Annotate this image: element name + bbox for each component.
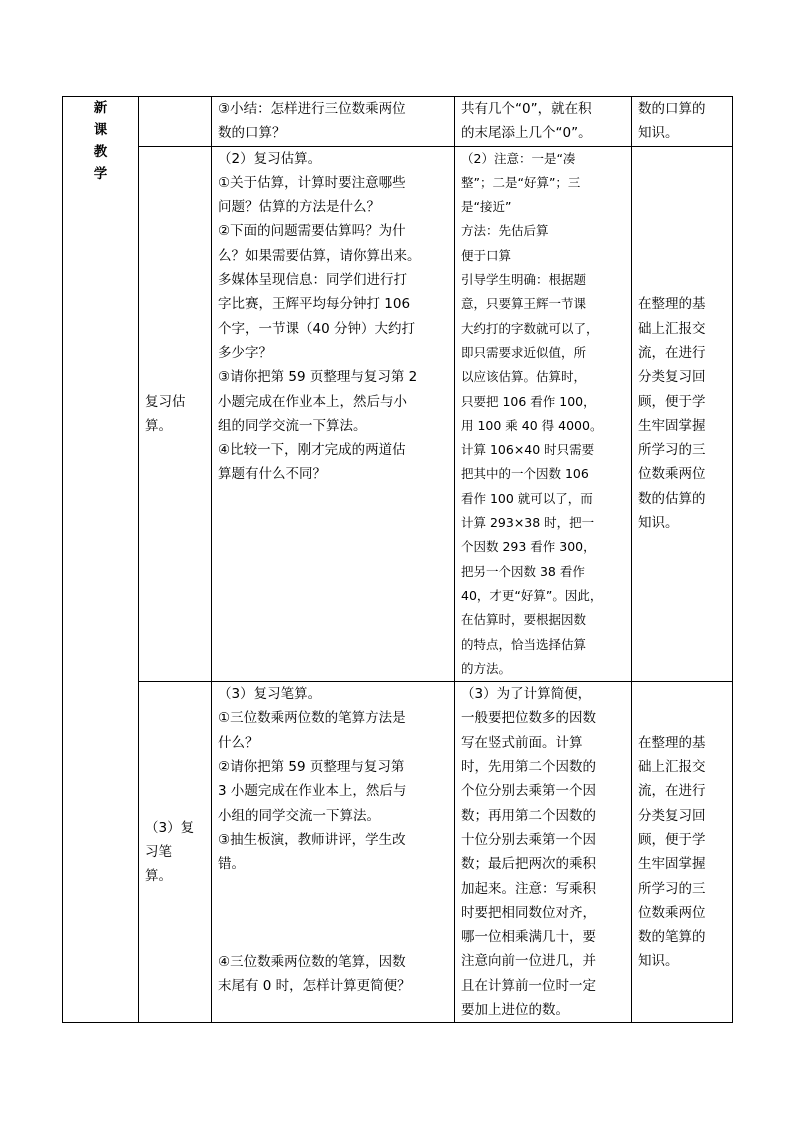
activity-line: 末尾有 0 时，怎样计算更简便？ bbox=[218, 977, 411, 994]
student-line: （3）为了计算简便， bbox=[461, 686, 592, 703]
student-line: 把另一个因数 38 看作 bbox=[461, 563, 585, 579]
student-line: 意，只要算王辉一节课 bbox=[461, 296, 587, 312]
activity-line: 什么？ bbox=[218, 734, 259, 751]
student-line: 且在计算前一位时一定 bbox=[461, 977, 596, 994]
student-line: 数；再用第二个因数的 bbox=[461, 807, 596, 824]
topic-cell bbox=[139, 146, 212, 682]
intent-line: 生牢固掌握 bbox=[638, 856, 706, 873]
activity-line: ①关于估算，计算时要注意哪些 bbox=[218, 174, 406, 191]
student-line: 计算 106×40 时只需要 bbox=[461, 442, 595, 458]
student-line: 时，先用第二个因数的 bbox=[461, 759, 596, 776]
student-line: 把其中的一个因数 106 bbox=[461, 466, 589, 482]
activity-line: 错。 bbox=[218, 856, 245, 873]
intent-line: 础上汇报交 bbox=[638, 759, 706, 776]
intent-line: 础上汇报交 bbox=[638, 320, 706, 337]
student-line: 的方法。 bbox=[461, 660, 512, 676]
student-cell bbox=[455, 682, 632, 1023]
student-line: 的特点，恰当选择估算 bbox=[461, 636, 587, 652]
activity-line: （3）复习笔算。 bbox=[218, 686, 322, 703]
table-row bbox=[63, 682, 733, 1023]
student-cell bbox=[455, 146, 632, 682]
activity-line: ②下面的问题需要估算吗？为什 bbox=[218, 223, 406, 240]
intent-line: 顾，便于学 bbox=[638, 831, 706, 848]
student-line: 共有几个“0”，就在积 bbox=[461, 101, 592, 117]
student-line: 只要把 106 看作 100， bbox=[461, 393, 596, 409]
student-cell bbox=[455, 97, 632, 147]
intent-line: 知识。 bbox=[638, 515, 679, 532]
intent-cell bbox=[632, 146, 733, 682]
topic-line: 习笔 bbox=[145, 844, 172, 861]
intent-line: 数的口算的 bbox=[638, 101, 706, 117]
activity-line: 个字，一节课（40 分钟）大约打 bbox=[218, 320, 415, 337]
lesson-plan-table bbox=[62, 96, 733, 1023]
student-line: 是“接近” bbox=[461, 199, 512, 215]
student-line: 40，才更“好算”。因此， bbox=[461, 587, 603, 603]
student-line: 哪一位相乘满几十，要 bbox=[461, 929, 596, 946]
activity-line: 多媒体呈现信息：同学们进行打 bbox=[218, 272, 407, 289]
intent-line: 生牢固掌握 bbox=[638, 417, 706, 434]
intent-line: 位数乘两位 bbox=[638, 466, 706, 483]
student-line: 个因数 293 看作 300， bbox=[461, 539, 596, 555]
activity-line: ③小结：怎样进行三位数乘两位 bbox=[218, 101, 406, 117]
intent-cell bbox=[632, 682, 733, 1023]
activity-line: 字比赛，王辉平均每分钟打 106 bbox=[218, 296, 411, 313]
activity-line: ④三位数乘两位数的笔算，因数 bbox=[218, 953, 406, 970]
activity-line: ③请你把第 59 页整理与复习第 2 bbox=[218, 369, 418, 386]
student-line: 十位分别去乘第一个因 bbox=[461, 831, 596, 848]
activity-line: 3 小题完成在作业本上，然后与 bbox=[218, 783, 407, 800]
intent-line: 在整理的基 bbox=[638, 734, 706, 751]
student-line: 个位分别去乘第一个因 bbox=[461, 783, 596, 800]
topic-line: 算。 bbox=[145, 868, 172, 885]
student-line: 整”；二是“好算”；三 bbox=[461, 174, 581, 190]
student-line: 的末尾添上几个“0”。 bbox=[461, 125, 592, 142]
intent-line: 位数乘两位 bbox=[638, 904, 706, 921]
topic-line: 复习估 bbox=[145, 393, 186, 410]
topic-cell bbox=[139, 682, 212, 1023]
activity-line: 算题有什么不同？ bbox=[218, 466, 326, 483]
student-line: 在估算时，要根据因数 bbox=[461, 612, 587, 628]
activity-cell bbox=[212, 146, 455, 682]
topic-line: 算。 bbox=[145, 417, 172, 434]
student-line: 时要把相同数位对齐， bbox=[461, 904, 596, 921]
intent-line: 分类复习回 bbox=[638, 807, 706, 824]
activity-line: 组的同学交流一下算法。 bbox=[218, 417, 367, 434]
activity-cell bbox=[212, 97, 455, 147]
activity-line: ④比较一下，刚才完成的两道估 bbox=[218, 442, 406, 459]
intent-line: 所学习的三 bbox=[638, 880, 706, 897]
intent-line: 流，在进行 bbox=[638, 783, 706, 800]
intent-line: 知识。 bbox=[638, 953, 679, 970]
phase-cell bbox=[63, 97, 139, 1023]
student-line: 便于口算 bbox=[461, 247, 512, 263]
activity-cell bbox=[212, 682, 455, 1023]
student-line: 以应该估算。估算时， bbox=[461, 369, 587, 385]
student-line: 数；最后把两次的乘积 bbox=[461, 856, 596, 873]
intent-line: 分类复习回 bbox=[638, 369, 706, 386]
intent-line: 在整理的基 bbox=[638, 296, 706, 313]
student-line: 引导学生明确：根据题 bbox=[461, 272, 587, 288]
phase-label: 新 课 教 学 bbox=[93, 100, 108, 182]
student-line: 方法：先估后算 bbox=[461, 223, 549, 239]
topic-cell bbox=[139, 97, 212, 147]
intent-line: 所学习的三 bbox=[638, 442, 706, 459]
topic-line: （3）复 bbox=[145, 819, 195, 836]
intent-line: 流，在进行 bbox=[638, 344, 706, 361]
activity-line: 小题完成在作业本上，然后与小 bbox=[218, 393, 407, 410]
intent-cell bbox=[632, 97, 733, 147]
student-line: 要加上进位的数。 bbox=[461, 1001, 569, 1018]
intent-line: 顾，便于学 bbox=[638, 393, 706, 410]
student-line: 用 100 乘 40 得 4000。 bbox=[461, 417, 603, 433]
activity-line: 么？如果需要估算，请你算出来。 bbox=[218, 247, 421, 264]
student-line: 计算 293×38 时，把一 bbox=[461, 515, 595, 531]
activity-line: 问题？估算的方法是什么？ bbox=[218, 199, 380, 216]
activity-line: （2）复习估算。 bbox=[218, 150, 322, 167]
student-line: 加起来。注意：写乘积 bbox=[461, 880, 596, 897]
student-line: （2）注意：一是“凑 bbox=[461, 150, 576, 166]
activity-line: ①三位数乘两位数的笔算方法是 bbox=[218, 710, 406, 727]
activity-line: ②请你把第 59 页整理与复习第 bbox=[218, 759, 405, 776]
table-row bbox=[63, 97, 733, 147]
student-line: 大约打的字数就可以了， bbox=[461, 320, 599, 336]
intent-line: 知识。 bbox=[638, 125, 679, 142]
intent-line: 数的笔算的 bbox=[638, 929, 706, 946]
blank-gap bbox=[218, 877, 448, 950]
student-line: 看作 100 就可以了，而 bbox=[461, 490, 593, 506]
intent-line: 数的估算的 bbox=[638, 490, 706, 507]
activity-line: 小组的同学交流一下算法。 bbox=[218, 807, 380, 824]
activity-line: 多少字？ bbox=[218, 344, 272, 361]
student-line: 即只需要求近似值，所 bbox=[461, 344, 587, 360]
student-line: 注意向前一位进几，并 bbox=[461, 953, 596, 970]
student-line: 写在竖式前面。计算 bbox=[461, 734, 583, 751]
activity-line: ③抽生板演，教师讲评，学生改 bbox=[218, 831, 406, 848]
table-row bbox=[63, 146, 733, 682]
activity-line: 数的口算？ bbox=[218, 125, 286, 142]
student-line: 一般要把位数多的因数 bbox=[461, 710, 596, 727]
